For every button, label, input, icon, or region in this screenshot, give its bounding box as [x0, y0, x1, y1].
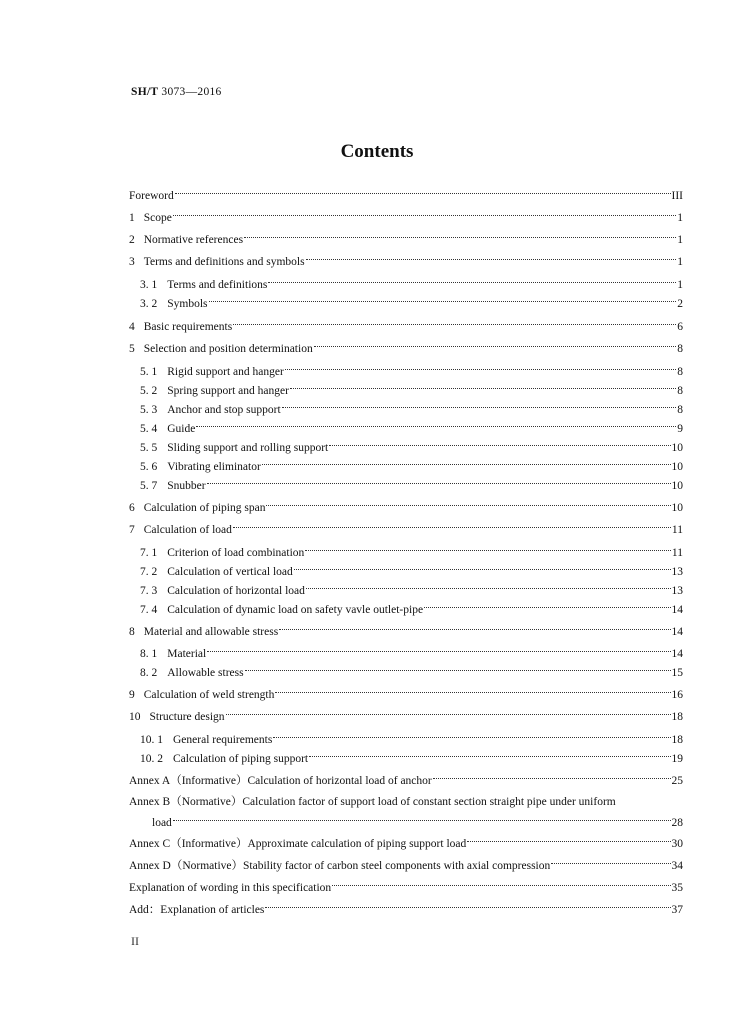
toc-entry[interactable] — [128, 476, 683, 496]
toc-entry[interactable] — [128, 663, 683, 683]
toc-leader-dots — [467, 841, 670, 842]
toc-entry[interactable] — [128, 644, 683, 664]
toc-entry-label: Selection and position determination — [143, 343, 313, 355]
toc-page-number: III — [671, 190, 683, 202]
toc-entry-label: Annex C（Informative）Approximate calculation of piping support load — [129, 838, 467, 850]
toc-entry-number: 8 — [129, 626, 135, 638]
toc-entry-label: Rigid support and hanger — [167, 366, 284, 378]
toc-page-number: 35 — [671, 882, 683, 894]
toc-entry[interactable] — [128, 730, 683, 750]
toc-entry-label: Calculation of weld strength — [143, 689, 275, 701]
toc-entry-label: Allowable stress — [167, 667, 244, 679]
toc-leader-dots — [173, 820, 671, 821]
toc-entry[interactable] — [128, 543, 683, 563]
toc-entry[interactable] — [128, 520, 683, 540]
toc-entry-label: Annex A（Informative）Calculation of horizontal load of anchor — [129, 775, 432, 787]
toc-page-number: 14 — [671, 604, 683, 616]
toc-entry-number: 5. 6 — [140, 461, 158, 473]
toc-entry[interactable] — [128, 208, 683, 228]
toc-page-number: 11 — [671, 524, 683, 536]
toc-entry-label: Add：Explanation of articles — [129, 904, 265, 916]
toc-leader-dots — [314, 346, 677, 347]
toc-entry-number: 10. 2 — [140, 753, 163, 765]
toc-entry[interactable] — [128, 294, 683, 314]
toc-entry[interactable] — [128, 600, 683, 620]
toc-entry-label: Symbols — [167, 298, 208, 310]
toc-leader-dots — [306, 588, 671, 589]
toc-page-number: 1 — [677, 234, 683, 246]
toc-page-number: 19 — [671, 753, 683, 765]
standard-code-number: 3073—2016 — [161, 86, 222, 98]
toc-page-number: 8 — [677, 343, 683, 355]
toc-page-number: 13 — [671, 566, 683, 578]
toc-page-number: 25 — [671, 775, 683, 787]
toc-leader-dots — [290, 388, 676, 389]
toc-entry-number: 8. 1 — [140, 648, 158, 660]
toc-entry-number: 5. 3 — [140, 404, 158, 416]
toc-entry-label: Calculation of piping span — [143, 502, 266, 514]
toc-entry-label: Annex D（Normative）Stability factor of carbon steel components with axial compression — [129, 860, 551, 872]
toc-entry-number: 7 — [129, 524, 135, 536]
toc-page-number: 8 — [677, 366, 683, 378]
toc-entry-continuation[interactable] — [128, 813, 683, 833]
toc-entry-number: 3 — [129, 256, 135, 268]
toc-entry-number: 4 — [129, 321, 135, 333]
toc-page-number: 15 — [671, 667, 683, 679]
toc-leader-dots — [279, 629, 670, 630]
toc-entry[interactable] — [128, 771, 683, 791]
toc-leader-dots — [207, 651, 670, 652]
toc-entry-number: 5. 5 — [140, 442, 158, 454]
toc-leader-dots — [175, 193, 671, 194]
toc-entry-label: Scope — [143, 212, 172, 224]
toc-page-number: 14 — [671, 648, 683, 660]
toc-entry-label: Snubber — [167, 480, 206, 492]
toc-entry-number: 8. 2 — [140, 667, 158, 679]
toc-entry-number: 1 — [129, 212, 135, 224]
toc-leader-dots — [273, 737, 670, 738]
toc-leader-dots — [306, 259, 677, 260]
toc-entry-label: Spring support and hanger — [167, 385, 289, 397]
toc-page-number: 37 — [671, 904, 683, 916]
toc-entry-label: load — [152, 817, 172, 829]
toc-entry[interactable] — [128, 498, 683, 518]
toc-page-number: 10 — [671, 480, 683, 492]
toc-entry-label: Explanation of wording in this specification — [129, 882, 332, 894]
toc-entry-label: Foreword — [129, 190, 174, 202]
toc-page-number: 11 — [671, 547, 683, 559]
toc-leader-dots — [244, 237, 676, 238]
toc-leader-dots — [209, 301, 677, 302]
toc-entry[interactable] — [128, 339, 683, 359]
toc-page-number: 10 — [671, 442, 683, 454]
toc-page-number: 6 — [677, 321, 683, 333]
toc-entry-label: Criterion of load combination — [167, 547, 305, 559]
toc-entry[interactable] — [128, 362, 683, 382]
standard-code-prefix: SH/T — [131, 86, 159, 98]
toc-page-number: 16 — [671, 689, 683, 701]
toc-entry[interactable] — [128, 834, 683, 854]
toc-page-number: 30 — [671, 838, 683, 850]
toc-entry[interactable] — [128, 438, 683, 458]
toc-entry-number: 7. 4 — [140, 604, 158, 616]
toc-entry-number: 3. 2 — [140, 298, 158, 310]
toc-leader-dots — [233, 527, 671, 528]
toc-entry-number: 2 — [129, 234, 135, 246]
toc-leader-dots — [294, 569, 671, 570]
toc-leader-dots — [329, 445, 670, 446]
toc-page-number: 18 — [671, 711, 683, 723]
toc-entry[interactable] — [128, 562, 683, 582]
toc-entry[interactable] — [128, 252, 683, 272]
toc-entry-number: 3. 1 — [140, 279, 158, 291]
toc-entry[interactable] — [128, 317, 683, 337]
toc-page-number: 14 — [671, 626, 683, 638]
toc-page-number: 1 — [677, 256, 683, 268]
toc-entry-label: Anchor and stop support — [167, 404, 281, 416]
toc-entry-label: Terms and definitions — [167, 279, 268, 291]
toc-leader-dots — [282, 407, 677, 408]
toc-entry-label: Structure design — [149, 711, 225, 723]
toc-entry[interactable] — [128, 622, 683, 642]
toc-leader-dots — [173, 215, 676, 216]
toc-entry[interactable] — [128, 419, 683, 439]
toc-entry[interactable] — [128, 381, 683, 401]
toc-leader-dots — [309, 756, 670, 757]
page-number: II — [131, 934, 139, 948]
toc-entry-label: Annex B（Normative）Calculation factor of support load of constant section straight pipe under uniform — [129, 796, 616, 808]
toc-entry-number: 7. 1 — [140, 547, 158, 559]
toc-page-number: 8 — [677, 385, 683, 397]
toc-leader-dots — [433, 778, 671, 779]
standard-code — [131, 86, 222, 98]
toc-entry[interactable] — [128, 707, 683, 727]
toc-page-number: 8 — [677, 404, 683, 416]
toc-entry-label: Terms and definitions and symbols — [143, 256, 305, 268]
toc-entry-label: Guide — [167, 423, 196, 435]
toc-page-number: 10 — [671, 502, 683, 514]
toc-entry[interactable] — [128, 685, 683, 705]
toc-leader-dots — [265, 907, 670, 908]
toc-entry-label: Calculation of load — [143, 524, 232, 536]
toc-page-number: 28 — [671, 817, 683, 829]
toc-leader-dots — [551, 863, 670, 864]
toc-entry-label: Material and allowable stress — [143, 626, 279, 638]
toc-entry-number: 5. 2 — [140, 385, 158, 397]
toc-entry[interactable] — [128, 878, 683, 898]
toc-leader-dots — [305, 550, 671, 551]
toc-entry[interactable] — [128, 275, 683, 295]
toc-leader-dots — [266, 505, 670, 506]
toc-page-number: 18 — [671, 734, 683, 746]
toc-page-number: 1 — [677, 279, 683, 291]
toc-page-number: 9 — [677, 423, 683, 435]
toc-leader-dots — [424, 607, 670, 608]
toc-entry-number: 10 — [129, 711, 141, 723]
toc-page-number: 10 — [671, 461, 683, 473]
toc-entry-label: Normative references — [143, 234, 244, 246]
toc-entry-number: 7. 2 — [140, 566, 158, 578]
toc-entry-number: 6 — [129, 502, 135, 514]
toc-entry-label: General requirements — [173, 734, 273, 746]
toc-entry[interactable] — [128, 186, 683, 206]
toc-entry-number: 5. 7 — [140, 480, 158, 492]
toc-entry-label: Material — [167, 648, 207, 660]
toc-leader-dots — [245, 670, 671, 671]
toc-entry-number: 7. 3 — [140, 585, 158, 597]
toc-entry-label: Sliding support and rolling support — [167, 442, 329, 454]
toc-entry-label: Vibrating eliminator — [167, 461, 261, 473]
toc-leader-dots — [285, 369, 676, 370]
toc-entry[interactable] — [128, 749, 683, 769]
toc-page-number: 34 — [671, 860, 683, 872]
toc-leader-dots — [207, 483, 671, 484]
toc-entry-label: Calculation of piping support — [173, 753, 309, 765]
toc-leader-dots — [233, 324, 676, 325]
toc-entry[interactable] — [128, 230, 683, 250]
toc-entry-number: 10. 1 — [140, 734, 163, 746]
toc-entry-label: Calculation of dynamic load on safety vavle outlet-pipe — [167, 604, 424, 616]
toc-leader-dots — [262, 464, 671, 465]
toc-page-number: 1 — [677, 212, 683, 224]
toc-leader-dots — [268, 282, 676, 283]
toc-entry-label: Calculation of vertical load — [167, 566, 293, 578]
toc-entry-number: 5. 4 — [140, 423, 158, 435]
page-title: Contents — [340, 141, 414, 162]
toc-page-number: 13 — [671, 585, 683, 597]
toc-entry[interactable] — [128, 856, 683, 876]
toc-entry-label: Basic requirements — [143, 321, 233, 333]
toc-leader-dots — [332, 885, 670, 886]
toc-leader-dots — [196, 426, 676, 427]
toc-entry-number: 5. 1 — [140, 366, 158, 378]
toc-entry[interactable] — [128, 581, 683, 601]
toc-entry[interactable] — [128, 900, 683, 920]
toc-entry[interactable] — [128, 457, 683, 477]
toc-entry-number: 5 — [129, 343, 135, 355]
toc-leader-dots — [275, 692, 670, 693]
toc-entry[interactable] — [128, 792, 683, 812]
toc-entry-label: Calculation of horizontal load — [167, 585, 305, 597]
toc-entry[interactable] — [128, 400, 683, 420]
toc-entry-number: 9 — [129, 689, 135, 701]
toc-page-number: 2 — [677, 298, 683, 310]
toc-leader-dots — [226, 714, 671, 715]
